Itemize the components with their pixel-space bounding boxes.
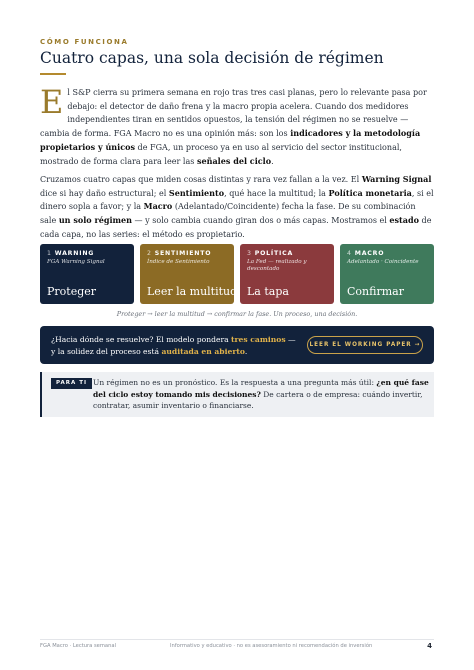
card-subtitle: Índice de Sentimiento — [147, 259, 210, 265]
banner-text-1: ¿Hacia dónde se resuelve? El modelo pondera — [51, 335, 232, 344]
layers-text-3: , qué hace la multitud; la — [224, 188, 329, 198]
card-sentimiento — [140, 244, 238, 304]
layers-bold-2: Sentimiento — [168, 187, 225, 198]
layers-text-6: — y solo cambia cuando giran dos o más capas. Mostramos el — [131, 216, 390, 226]
card-label: SENTIMIENTO — [154, 250, 212, 257]
card-action: Leer la multitud — [147, 285, 238, 298]
intro-text-1: l S&P cierra su primera semana en rojo tras tres casi planas, pero lo relevante pasa por debajo: el detector de daño frena y la macro propia acelera. Cuando dos medidores independientes tiran en sentidos opuestos, la tensión del régimen no se resuelve — cambia de forma. FGA Macro no es una opinión más: son los — [40, 88, 427, 139]
intro-bold-2: señales del ciclo — [196, 155, 272, 166]
intro-text-2: de FGA, un proceso ya en uso al servicio del sector institucional, mostrado de forma clara para leer las — [40, 142, 402, 166]
working-paper-banner — [40, 326, 434, 364]
footer-disclaimer: Informativo y educativo · no es asesoramiento ni recomendación de inversión — [170, 643, 373, 649]
layers-bold-3: Política monetaria — [328, 187, 412, 198]
card-number: 4 — [347, 250, 352, 257]
page-number: 4 — [427, 642, 432, 650]
banner-text-3: . — [244, 347, 248, 356]
banner-bold-1: tres caminos — [231, 335, 286, 344]
para-ti-text — [93, 377, 433, 412]
card-label: POLÍTICA — [254, 250, 294, 257]
banner-bold-2: auditada en abierto — [161, 347, 245, 356]
layers-text-2: dice si hay daño estructural; el — [40, 188, 169, 198]
page-title: Cuatro capas, una sola decisión de régimen — [40, 49, 384, 67]
layers-bold-4: Macro — [143, 201, 173, 212]
banner-text — [51, 334, 296, 358]
layer-cards — [40, 244, 434, 304]
intro-bold-1: indicadores y la metodología propietarios y únicos — [40, 128, 421, 152]
footer-left: FGA Macro · Lectura semanal — [40, 643, 117, 649]
para-ti-text-1: Un régimen no es un pronóstico. Es la respuesta a una pregunta más útil: — [93, 378, 377, 387]
title-rule — [40, 73, 66, 75]
card-label: MACRO — [354, 250, 385, 257]
banner-text-2: — y la solidez del proceso está — [51, 335, 296, 356]
read-working-paper-button[interactable]: LEER EL WORKING PAPER → — [307, 336, 423, 354]
layers-paragraph — [40, 173, 434, 242]
layers-bold-1: Warning Signal — [361, 174, 432, 184]
card-subtitle: La Fed — realizado y descontado — [247, 259, 307, 272]
layers-bold-5: un solo régimen — [58, 215, 132, 226]
cards-caption: Proteger → leer la multitud → confirmar la fase. Un proceso, una decisión. — [116, 310, 358, 318]
para-ti-badge: PARA TI — [51, 378, 92, 389]
intro-paragraph — [40, 83, 434, 168]
section-kicker: CÓMO FUNCIONA — [40, 38, 129, 46]
para-ti-text-2: De cartera o de empresa: cuándo invertir, contratar, asumir inventario o financiarse. — [93, 389, 423, 410]
intro-text-3: . — [271, 156, 274, 166]
para-ti-bold-1: ¿en qué fase del ciclo estoy tomando mis decisiones? — [93, 378, 429, 399]
drop-cap: E — [40, 83, 64, 121]
card-action: Proteger — [47, 285, 97, 298]
card-warning — [40, 244, 134, 304]
layers-bold-6: estado — [389, 215, 419, 226]
card-subtitle: FGA Warning Signal — [47, 259, 105, 265]
card-subtitle: Adelantado · Coincidente — [347, 259, 419, 265]
card-label: WARNING — [54, 250, 95, 257]
card-action: Confirmar — [347, 285, 404, 298]
card-number: 1 — [47, 250, 52, 257]
card-number: 2 — [147, 250, 152, 257]
layers-text-4: , si el dinero sopla a favor; y la — [40, 188, 434, 212]
card-number: 3 — [247, 250, 252, 257]
para-ti-callout — [40, 372, 434, 417]
layers-text-1: Cruzamos cuatro capas que miden cosas distintas y rara vez fallan a la vez. El — [40, 175, 362, 184]
layers-text-5: (Adelantado/Coincidente) fecha la fase. De su combinación sale — [40, 202, 416, 226]
layers-text-7: de cada capa, no las series: el método es propietario. — [40, 216, 432, 239]
card-macro — [340, 244, 434, 304]
card-action: La tapa — [247, 285, 289, 298]
page-footer — [40, 643, 434, 653]
footer-rule — [40, 639, 434, 640]
card-politica — [240, 244, 334, 304]
